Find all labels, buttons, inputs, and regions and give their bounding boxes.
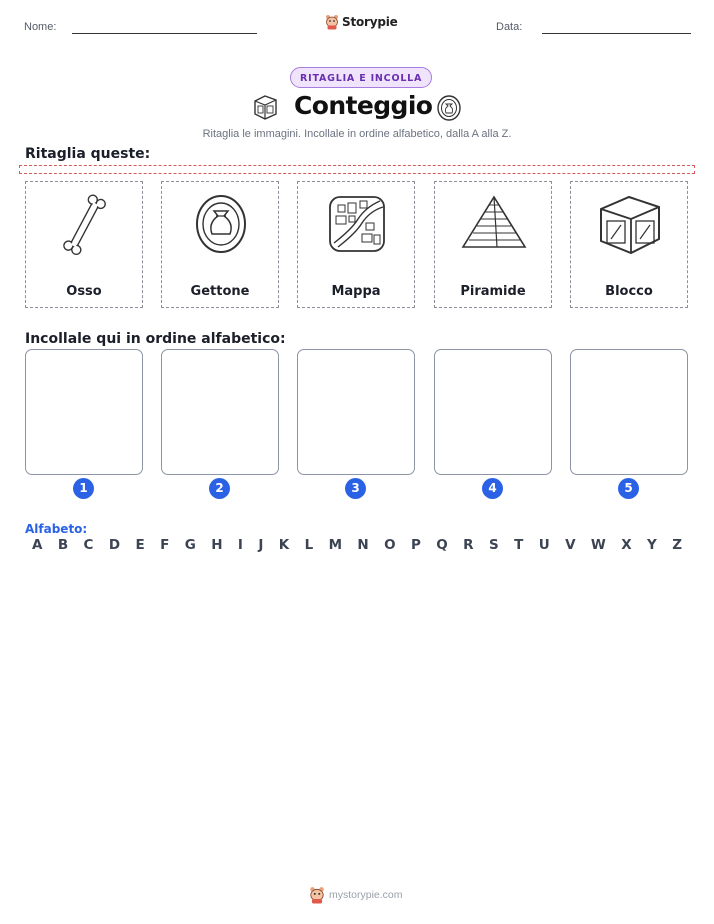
card-label: Gettone [190, 284, 250, 299]
number-badge: 2 [209, 478, 230, 499]
paste-box-3[interactable] [297, 349, 415, 475]
number-badge: 5 [618, 478, 639, 499]
pyramid-icon [459, 189, 529, 259]
block-cube-icon [595, 189, 665, 259]
brand-name: Storypie [342, 15, 398, 29]
alphabet-letter: E [135, 537, 145, 553]
cut-card-mappa[interactable] [297, 181, 415, 308]
alphabet-letter: Z [672, 537, 682, 553]
alphabet-letter: S [488, 537, 499, 553]
storypie-mascot-icon [309, 886, 325, 904]
alphabet-letter: U [538, 537, 550, 553]
name-field[interactable] [72, 33, 257, 34]
footer [309, 886, 403, 904]
alphabet-letter: R [463, 537, 474, 553]
card-label: Piramide [460, 284, 526, 299]
date-field[interactable] [542, 33, 691, 34]
token-coin-icon [436, 94, 462, 122]
alphabet-letter: K [278, 537, 290, 553]
paste-box-4[interactable] [434, 349, 552, 475]
page-title: Conteggio [294, 91, 433, 120]
bone-icon [50, 189, 120, 259]
map-icon [322, 189, 392, 259]
alphabet-letter: P [411, 537, 421, 553]
alphabet-letter: B [57, 537, 69, 553]
number-badge: 1 [73, 478, 94, 499]
alphabet-letter: J [258, 537, 264, 553]
brand-logo [325, 14, 398, 30]
number-badge: 3 [345, 478, 366, 499]
token-coin-icon [186, 189, 256, 259]
card-label: Osso [66, 284, 102, 299]
alphabet-letter: L [304, 537, 314, 553]
alphabet-letter: N [357, 537, 369, 553]
cut-card-blocco[interactable] [570, 181, 688, 308]
block-cube-icon [250, 92, 280, 122]
alphabet-row [32, 537, 682, 553]
cut-line [19, 165, 695, 174]
alphabet-letter: M [328, 537, 343, 553]
alphabet-letter: T [514, 537, 524, 553]
alphabet-letter: F [160, 537, 170, 553]
paste-box-2[interactable] [161, 349, 279, 475]
paste-box-1[interactable] [25, 349, 143, 475]
cut-card-gettone[interactable] [161, 181, 279, 308]
number-badge: 4 [482, 478, 503, 499]
alphabet-letter: H [211, 537, 223, 553]
alphabet-letter: G [184, 537, 196, 553]
date-label: Data: [496, 21, 523, 33]
cut-card-osso[interactable] [25, 181, 143, 308]
alphabet-letter: C [83, 537, 94, 553]
card-label: Blocco [605, 284, 653, 299]
activity-pill: RITAGLIA E INCOLLA [290, 67, 432, 88]
alphabet-letter: I [237, 537, 243, 553]
footer-url[interactable]: mystorypie.com [329, 889, 403, 901]
alphabet-letter: A [32, 537, 43, 553]
paste-section-heading: Incollale qui in ordine alfabetico: [25, 331, 286, 347]
name-label: Nome: [24, 21, 57, 33]
cut-card-piramide[interactable] [434, 181, 552, 308]
alphabet-letter: X [621, 537, 632, 553]
alphabet-letter: W [590, 537, 606, 553]
cut-section-heading: Ritaglia queste: [25, 146, 151, 162]
alphabet-letter: V [565, 537, 576, 553]
storypie-mascot-icon [325, 14, 339, 30]
alphabet-letter: O [384, 537, 396, 553]
alphabet-letter: Y [647, 537, 657, 553]
alphabet-title: Alfabeto: [25, 522, 88, 536]
paste-box-5[interactable] [570, 349, 688, 475]
alphabet-letter: Q [436, 537, 448, 553]
instructions-text: Ritaglia le immagini. Incollale in ordine alfabetico, dalla A alla Z. [202, 128, 512, 140]
alphabet-letter: D [108, 537, 121, 553]
card-label: Mappa [331, 284, 381, 299]
